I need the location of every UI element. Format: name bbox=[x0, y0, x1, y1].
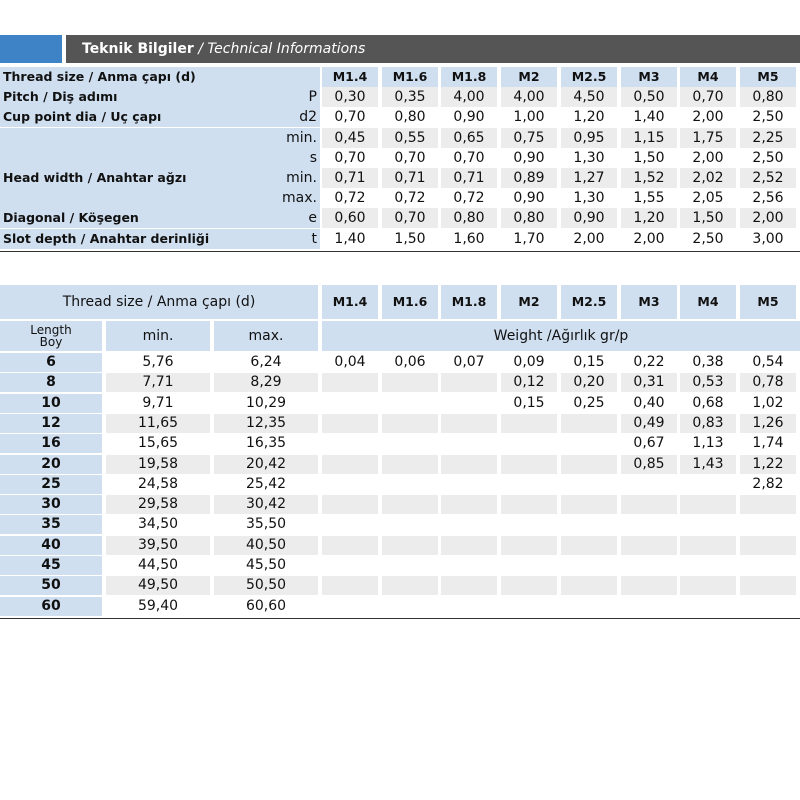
tech-cell: 1,27 bbox=[561, 168, 617, 188]
min-value: 59,40 bbox=[137, 597, 179, 614]
header-title-bold: Teknik Bilgiler bbox=[82, 41, 194, 57]
tech-row-label bbox=[0, 188, 320, 208]
weight-row bbox=[0, 394, 800, 413]
tech-row bbox=[0, 168, 800, 188]
min-value: 29,58 bbox=[106, 495, 210, 514]
tech-cell: 0,75 bbox=[501, 128, 557, 148]
weight-value: 0,54 bbox=[752, 354, 784, 370]
tech-cell: 2,25 bbox=[740, 128, 796, 148]
length-header bbox=[0, 321, 102, 351]
tech-row bbox=[0, 208, 800, 228]
weight-value bbox=[322, 475, 378, 494]
tech-cell: 0,90 bbox=[561, 208, 617, 228]
weight-value bbox=[501, 414, 557, 433]
weight-value: 0,68 bbox=[692, 394, 724, 411]
tech-cell: 0,71 bbox=[382, 168, 438, 188]
weight-value: 0,15 bbox=[573, 354, 605, 370]
weight-value bbox=[501, 597, 557, 616]
weight-row bbox=[0, 353, 800, 372]
max-value: 6,24 bbox=[250, 354, 282, 370]
max-value: 12,35 bbox=[214, 414, 318, 433]
weight-value bbox=[322, 536, 378, 555]
max-value: 30,42 bbox=[214, 495, 318, 514]
weight-value bbox=[382, 394, 438, 413]
tech-cell: 1,50 bbox=[394, 230, 426, 247]
tech-row-label-text: Cup point dia / Uç çapı bbox=[3, 109, 162, 125]
weight-value bbox=[561, 434, 617, 453]
weight-value: 0,09 bbox=[513, 354, 545, 370]
weight-value bbox=[561, 455, 617, 474]
header-bar bbox=[66, 35, 800, 63]
weight-value bbox=[382, 495, 438, 514]
weight-header: Weight /Ağırlık gr/p bbox=[322, 321, 800, 351]
tech-cell: 0,50 bbox=[621, 87, 677, 107]
tech-row-symbol: d2 bbox=[299, 109, 317, 126]
tech-row-label bbox=[0, 67, 320, 87]
weight-value bbox=[561, 556, 617, 575]
tech-cell: 1,52 bbox=[621, 168, 677, 188]
tech-cell: 0,90 bbox=[513, 190, 545, 207]
tech-cell: 0,71 bbox=[322, 168, 378, 188]
weight-row bbox=[0, 455, 800, 474]
tech-cell: 0,80 bbox=[740, 87, 796, 107]
weight-value: 0,04 bbox=[334, 354, 366, 370]
max-value: 16,35 bbox=[245, 435, 287, 452]
tech-cell: 0,90 bbox=[453, 109, 485, 126]
weight-value bbox=[441, 576, 497, 595]
min-header: min. bbox=[106, 321, 210, 351]
weight-value bbox=[501, 455, 557, 474]
tech-cell: 2,50 bbox=[752, 109, 784, 126]
weight-value: 0,40 bbox=[633, 394, 665, 411]
tech-row-label bbox=[0, 229, 320, 249]
tech-cell: 1,70 bbox=[513, 230, 545, 247]
weight-value bbox=[441, 597, 497, 616]
length-value: 50 bbox=[0, 576, 102, 595]
weight-value bbox=[740, 556, 796, 575]
weight-value: 0,15 bbox=[513, 394, 545, 411]
weight-value bbox=[441, 536, 497, 555]
weight-value bbox=[441, 434, 497, 453]
weight-value: 0,78 bbox=[740, 373, 796, 392]
weight-value: 0,12 bbox=[501, 373, 557, 392]
weight-row bbox=[0, 556, 800, 575]
tech-cell: 1,60 bbox=[453, 230, 485, 247]
weight-value bbox=[382, 536, 438, 555]
length-value: 20 bbox=[0, 455, 102, 474]
tech-row-symbol: e bbox=[308, 210, 317, 227]
tech-cell: 4,50 bbox=[561, 87, 617, 107]
weight-value bbox=[322, 434, 378, 453]
weight-value bbox=[680, 515, 736, 534]
weight-value bbox=[501, 576, 557, 595]
weight-value bbox=[441, 475, 497, 494]
weight-value bbox=[740, 597, 796, 616]
weight-value bbox=[441, 414, 497, 433]
weight-value bbox=[322, 495, 378, 514]
weight-value bbox=[322, 576, 378, 595]
tech-cell: 0,45 bbox=[322, 128, 378, 148]
weight-value bbox=[561, 515, 617, 534]
tech-cell: 2,00 bbox=[692, 109, 724, 126]
table1-bottom-rule bbox=[0, 251, 800, 252]
tech-row-symbol: s bbox=[309, 149, 317, 166]
weight-value: 0,83 bbox=[680, 414, 736, 433]
tech-cell: 0,72 bbox=[453, 190, 485, 207]
tech-cell: M2 bbox=[501, 67, 557, 87]
tech-row-label bbox=[0, 107, 320, 127]
length-value: 12 bbox=[0, 414, 102, 433]
tech-cell: 1,75 bbox=[680, 128, 736, 148]
weight-value: 0,06 bbox=[394, 354, 426, 370]
weight-value bbox=[680, 556, 736, 575]
length-value: 8 bbox=[0, 373, 102, 392]
weight-value bbox=[501, 536, 557, 555]
weight-value bbox=[680, 475, 736, 494]
weight-value: 0,25 bbox=[573, 394, 605, 411]
min-value: 34,50 bbox=[137, 516, 179, 533]
weight-value: 0,22 bbox=[633, 354, 665, 370]
min-value: 9,71 bbox=[142, 394, 174, 411]
weight-value bbox=[322, 394, 378, 413]
tech-cell: 0,70 bbox=[453, 149, 485, 166]
weight-value bbox=[561, 495, 617, 514]
weight-value bbox=[740, 495, 796, 514]
tech-row bbox=[0, 229, 800, 249]
tech-cell: M1.8 bbox=[441, 67, 497, 87]
weight-value bbox=[322, 556, 378, 575]
weight-value bbox=[680, 576, 736, 595]
weight-value bbox=[561, 414, 617, 433]
tech-cell: 1,30 bbox=[573, 190, 605, 207]
weight-value bbox=[382, 597, 438, 616]
tech-cell: 0,95 bbox=[561, 128, 617, 148]
weight-row bbox=[0, 495, 800, 514]
tech-row-symbol: t bbox=[311, 230, 317, 247]
weight-value bbox=[621, 576, 677, 595]
tech-cell: 2,00 bbox=[740, 208, 796, 228]
tech-cell: 1,50 bbox=[633, 149, 665, 166]
tech-cell: 2,52 bbox=[740, 168, 796, 188]
weight-size-header: M2 bbox=[501, 285, 557, 319]
weight-table-title: Thread size / Anma çapı (d) bbox=[0, 285, 318, 319]
length-value: 30 bbox=[0, 495, 102, 514]
min-value: 15,65 bbox=[137, 435, 179, 452]
weight-value bbox=[501, 434, 557, 453]
weight-value: 0,20 bbox=[561, 373, 617, 392]
weight-value: 1,13 bbox=[692, 435, 724, 452]
length-value: 35 bbox=[0, 515, 102, 534]
weight-value bbox=[621, 475, 677, 494]
tech-cell: 1,00 bbox=[513, 109, 545, 126]
tech-row bbox=[0, 148, 800, 168]
weight-value: 0,49 bbox=[621, 414, 677, 433]
length-label: Length bbox=[30, 323, 72, 337]
weight-row bbox=[0, 373, 800, 392]
tech-cell: 2,56 bbox=[752, 190, 784, 207]
tech-row-label-text: Diagonal / Köşegen bbox=[3, 210, 139, 226]
tech-cell: 2,50 bbox=[692, 230, 724, 247]
weight-value bbox=[740, 576, 796, 595]
tech-row-symbol: max. bbox=[282, 190, 317, 207]
weight-value bbox=[322, 597, 378, 616]
weight-value: 2,82 bbox=[752, 475, 784, 492]
length-value: 6 bbox=[0, 353, 102, 372]
weight-value: 1,43 bbox=[680, 455, 736, 474]
weight-value bbox=[680, 495, 736, 514]
weight-row bbox=[0, 576, 800, 595]
weight-value: 0,38 bbox=[692, 354, 724, 370]
weight-value bbox=[680, 536, 736, 555]
tech-row-label bbox=[0, 208, 320, 228]
length-value: 45 bbox=[0, 556, 102, 575]
length-value: 16 bbox=[0, 434, 102, 453]
tech-cell: 2,00 bbox=[633, 230, 665, 247]
tech-row-label-text: Pitch / Diş adımı bbox=[3, 89, 118, 105]
tech-cell: M4 bbox=[680, 67, 736, 87]
weight-value bbox=[382, 576, 438, 595]
tech-cell: 2,02 bbox=[680, 168, 736, 188]
tech-cell: 0,70 bbox=[394, 149, 426, 166]
length-value: 40 bbox=[0, 536, 102, 555]
weight-value: 1,02 bbox=[752, 394, 784, 411]
weight-value bbox=[322, 515, 378, 534]
tech-row-label-text: Thread size / Anma çapı (d) bbox=[3, 69, 196, 84]
weight-value bbox=[441, 495, 497, 514]
tech-cell: 3,00 bbox=[752, 230, 784, 247]
weight-value bbox=[441, 515, 497, 534]
tech-cell: 0,60 bbox=[322, 208, 378, 228]
weight-size-header: M1.6 bbox=[382, 285, 438, 319]
tech-cell: 0,65 bbox=[441, 128, 497, 148]
tech-cell: 0,80 bbox=[394, 109, 426, 126]
weight-row bbox=[0, 536, 800, 555]
tech-cell: 0,70 bbox=[382, 208, 438, 228]
tech-cell: 0,55 bbox=[382, 128, 438, 148]
weight-value bbox=[382, 455, 438, 474]
tech-cell: 0,89 bbox=[501, 168, 557, 188]
tech-cell: 0,72 bbox=[334, 190, 366, 207]
tech-cell: 1,20 bbox=[621, 208, 677, 228]
weight-size-header: M3 bbox=[621, 285, 677, 319]
max-value: 60,60 bbox=[245, 597, 287, 614]
weight-row bbox=[0, 475, 800, 494]
tech-row bbox=[0, 67, 800, 87]
weight-value bbox=[621, 536, 677, 555]
max-header: max. bbox=[214, 321, 318, 351]
tech-cell: 1,20 bbox=[573, 109, 605, 126]
header-accent bbox=[0, 35, 62, 63]
weight-value bbox=[680, 597, 736, 616]
tech-cell: M1.4 bbox=[322, 67, 378, 87]
max-value: 20,42 bbox=[214, 455, 318, 474]
tech-cell: 2,05 bbox=[692, 190, 724, 207]
tech-cell: 0,70 bbox=[334, 109, 366, 126]
tech-cell: 0,30 bbox=[322, 87, 378, 107]
max-value: 10,29 bbox=[245, 394, 287, 411]
length-value: 60 bbox=[0, 597, 102, 616]
weight-value bbox=[501, 495, 557, 514]
weight-value bbox=[501, 556, 557, 575]
tech-cell: M5 bbox=[740, 67, 796, 87]
tech-cell: M1.6 bbox=[382, 67, 438, 87]
weight-value: 0,67 bbox=[633, 435, 665, 452]
weight-row bbox=[0, 515, 800, 534]
tech-cell: 0,71 bbox=[441, 168, 497, 188]
tech-cell: 1,50 bbox=[680, 208, 736, 228]
weight-value bbox=[322, 373, 378, 392]
weight-value bbox=[382, 373, 438, 392]
tech-cell: 1,40 bbox=[334, 230, 366, 247]
weight-value bbox=[740, 536, 796, 555]
weight-value bbox=[621, 556, 677, 575]
tech-row-label bbox=[0, 87, 320, 107]
tech-cell: 4,00 bbox=[441, 87, 497, 107]
min-value: 11,65 bbox=[106, 414, 210, 433]
weight-row bbox=[0, 414, 800, 433]
tech-cell: 0,35 bbox=[382, 87, 438, 107]
tech-row-label-text: Slot depth / Anahtar derinliği bbox=[3, 230, 210, 246]
tech-cell: 0,80 bbox=[501, 208, 557, 228]
weight-value bbox=[441, 394, 497, 413]
tech-row-label-text: Head width / Anahtar ağzı bbox=[3, 170, 187, 185]
weight-row bbox=[0, 597, 800, 616]
max-value: 50,50 bbox=[214, 576, 318, 595]
header-title-italic: / Technical Informations bbox=[198, 41, 366, 57]
length-value: 10 bbox=[0, 394, 102, 413]
weight-value: 0,53 bbox=[680, 373, 736, 392]
max-value: 8,29 bbox=[214, 373, 318, 392]
min-value: 19,58 bbox=[106, 455, 210, 474]
tech-cell: 1,30 bbox=[573, 149, 605, 166]
weight-row bbox=[0, 434, 800, 453]
tech-cell: 1,15 bbox=[621, 128, 677, 148]
weight-value bbox=[740, 515, 796, 534]
tech-row bbox=[0, 128, 800, 148]
min-value: 44,50 bbox=[137, 557, 179, 573]
weight-size-header: M2.5 bbox=[561, 285, 617, 319]
tech-row-symbol: P bbox=[308, 89, 317, 106]
weight-value: 1,22 bbox=[740, 455, 796, 474]
tech-cell: 4,00 bbox=[501, 87, 557, 107]
min-value: 39,50 bbox=[106, 536, 210, 555]
weight-value: 0,07 bbox=[453, 354, 485, 370]
weight-value bbox=[621, 495, 677, 514]
tech-cell: 0,72 bbox=[394, 190, 426, 207]
tech-cell: 2,00 bbox=[692, 149, 724, 166]
weight-value bbox=[621, 515, 677, 534]
tech-row bbox=[0, 188, 800, 208]
max-value: 35,50 bbox=[245, 516, 287, 533]
weight-value bbox=[382, 414, 438, 433]
weight-value bbox=[322, 455, 378, 474]
weight-value bbox=[441, 455, 497, 474]
weight-value bbox=[501, 475, 557, 494]
weight-value: 0,31 bbox=[621, 373, 677, 392]
min-value: 24,58 bbox=[137, 475, 179, 492]
weight-size-header: M5 bbox=[740, 285, 796, 319]
weight-value bbox=[561, 536, 617, 555]
boy-label: Boy bbox=[39, 335, 63, 349]
weight-value bbox=[382, 515, 438, 534]
tech-row bbox=[0, 107, 800, 127]
weight-value bbox=[441, 373, 497, 392]
weight-value bbox=[382, 475, 438, 494]
weight-value bbox=[441, 556, 497, 575]
table2-bottom-rule bbox=[0, 618, 800, 619]
weight-value bbox=[561, 597, 617, 616]
tech-cell: 0,90 bbox=[513, 149, 545, 166]
weight-size-header: M4 bbox=[680, 285, 736, 319]
tech-row-label bbox=[0, 168, 320, 188]
max-value: 40,50 bbox=[214, 536, 318, 555]
weight-size-header: M1.8 bbox=[441, 285, 497, 319]
min-value: 7,71 bbox=[106, 373, 210, 392]
tech-cell: M2.5 bbox=[561, 67, 617, 87]
tech-cell: 1,40 bbox=[633, 109, 665, 126]
tech-row-symbol: min. bbox=[286, 170, 317, 186]
tech-cell: 2,00 bbox=[573, 230, 605, 247]
tech-row-label bbox=[0, 128, 320, 148]
tech-cell: 1,55 bbox=[633, 190, 665, 207]
tech-cell: 0,70 bbox=[680, 87, 736, 107]
weight-value bbox=[382, 556, 438, 575]
weight-value: 0,85 bbox=[621, 455, 677, 474]
weight-value bbox=[322, 414, 378, 433]
weight-value bbox=[382, 434, 438, 453]
tech-row-symbol: min. bbox=[286, 129, 317, 146]
min-value: 5,76 bbox=[142, 354, 174, 370]
tech-cell: 0,70 bbox=[334, 149, 366, 166]
weight-value bbox=[621, 597, 677, 616]
tech-cell: M3 bbox=[621, 67, 677, 87]
max-value: 25,42 bbox=[245, 475, 287, 492]
max-value: 45,50 bbox=[245, 557, 287, 573]
tech-cell: 0,80 bbox=[441, 208, 497, 228]
tech-cell: 2,50 bbox=[752, 149, 784, 166]
weight-value: 1,26 bbox=[740, 414, 796, 433]
weight-value bbox=[501, 515, 557, 534]
weight-value bbox=[561, 475, 617, 494]
weight-value bbox=[561, 576, 617, 595]
weight-size-header: M1.4 bbox=[322, 285, 378, 319]
tech-row-label bbox=[0, 148, 320, 168]
weight-value: 1,74 bbox=[752, 435, 784, 452]
length-value: 25 bbox=[0, 475, 102, 494]
min-value: 49,50 bbox=[106, 576, 210, 595]
tech-row bbox=[0, 87, 800, 107]
